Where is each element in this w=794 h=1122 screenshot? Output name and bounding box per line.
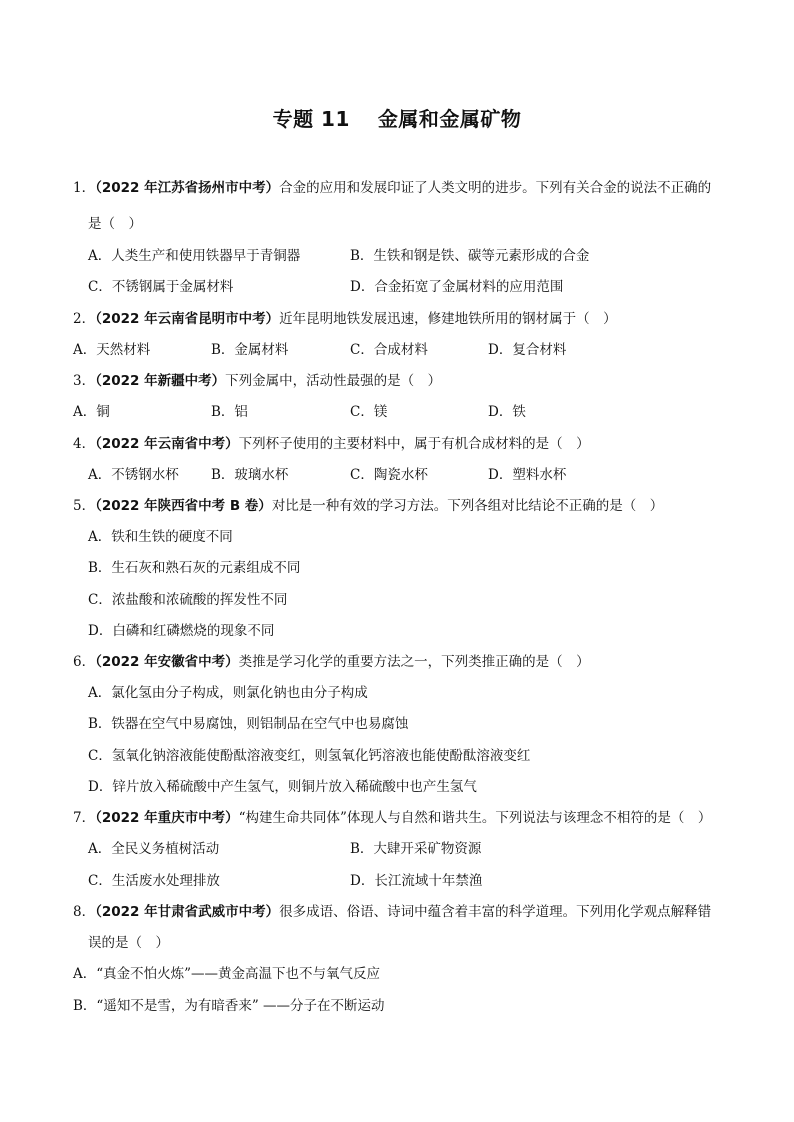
question-2-option-c: C．合成材料 — [350, 342, 428, 358]
question-2-stem: 2．（2022 年云南省昆明市中考）近年昆明地铁发展迅速，修建地铁所用的钢材属于（ ） — [73, 311, 617, 327]
topic-name: 金属和金属矿物 — [377, 107, 522, 131]
question-source: （2022 年重庆市中考） — [95, 810, 239, 826]
question-source: （2022 年云南省中考） — [95, 436, 239, 452]
question-source: （2022 年陕西省中考 B 卷） — [95, 498, 272, 514]
question-source: （2022 年江苏省扬州市中考） — [95, 180, 280, 196]
question-4-option-a: A．不锈钢水杯 — [88, 467, 179, 483]
question-4-option-c: C．陶瓷水杯 — [350, 467, 428, 483]
question-5-option-c: C．浓盐酸和浓硫酸的挥发性不同 — [88, 592, 288, 608]
question-source: （2022 年甘肃省武威市中考） — [95, 904, 280, 920]
question-1-stem-cont: 是（ ） — [88, 216, 142, 232]
question-7-option-b: B．大肆开采矿物资源 — [350, 841, 482, 857]
question-2-option-a: A．天然材料 — [73, 342, 151, 358]
topic-number: 专题 11 — [272, 107, 350, 131]
page-title — [0, 103, 794, 132]
question-4-option-b: B．玻璃水杯 — [211, 467, 289, 483]
question-5-option-a: A．铁和生铁的硬度不同 — [88, 529, 233, 545]
question-source: （2022 年安徽省中考） — [95, 654, 239, 670]
question-1-option-a: A．人类生产和使用铁器早于青铜器 — [88, 248, 301, 264]
question-1-option-b: B．生铁和钢是铁、碳等元素形成的合金 — [350, 248, 590, 264]
question-8-stem-cont: 误的是（ ） — [88, 935, 169, 951]
question-8-option-a: A．“真金不怕火炼”——黄金高温下也不与氧气反应 — [73, 966, 381, 982]
question-source: （2022 年云南省昆明市中考） — [95, 311, 280, 327]
question-7-option-a: A．全民义务植树活动 — [88, 841, 220, 857]
question-8-option-b: B．“遥知不是雪，为有暗香来” ——分子在不断运动 — [73, 998, 385, 1014]
question-3-option-b: B．铝 — [211, 404, 248, 420]
question-6-option-a: A．氯化氢由分子构成，则氯化钠也由分子构成 — [88, 685, 368, 701]
question-8-stem: 8．（2022 年甘肃省武威市中考）很多成语、俗语、诗词中蕴含着丰富的科学道理。下列用化学观点解释错 — [73, 904, 712, 920]
question-7-stem: 7．（2022 年重庆市中考）“构建生命共同体”体现人与自然和谐共生。下列说法与该理念不相符的是（ ） — [73, 810, 712, 826]
question-4-option-d: D．塑料水杯 — [488, 467, 567, 483]
question-5-stem: 5．（2022 年陕西省中考 B 卷）对比是一种有效的学习方法。下列各组对比结论不正确的是（ ） — [73, 498, 664, 514]
question-2-option-d: D．复合材料 — [488, 342, 567, 358]
question-6-stem: 6．（2022 年安徽省中考）类推是学习化学的重要方法之一，下列类推正确的是（ ） — [73, 654, 590, 670]
question-source: （2022 年新疆中考） — [95, 373, 226, 389]
question-1-option-d: D．合金拓宽了金属材料的应用范围 — [350, 279, 564, 295]
question-3-option-c: C．镁 — [350, 404, 388, 420]
question-5-option-b: B．生石灰和熟石灰的元素组成不同 — [88, 560, 301, 576]
question-2-option-b: B．金属材料 — [211, 342, 289, 358]
question-1-option-c: C．不锈钢属于金属材料 — [88, 279, 234, 295]
question-1-stem: 1．（2022 年江苏省扬州市中考）合金的应用和发展印证了人类文明的进步。下列有关合金的说法不正确的 — [73, 180, 712, 196]
question-3-stem: 3．（2022 年新疆中考）下列金属中，活动性最强的是（ ） — [73, 373, 442, 389]
question-4-stem: 4．（2022 年云南省中考）下列杯子使用的主要材料中，属于有机合成材料的是（ ） — [73, 436, 590, 452]
question-7-option-d: D．长江流域十年禁渔 — [350, 873, 483, 889]
question-5-option-d: D．白磷和红磷燃烧的现象不同 — [88, 623, 275, 639]
question-6-option-d: D．锌片放入稀硫酸中产生氢气，则铜片放入稀硫酸中也产生氢气 — [88, 779, 477, 795]
question-7-option-c: C．生活废水处理排放 — [88, 873, 220, 889]
question-6-option-b: B．铁器在空气中易腐蚀，则铝制品在空气中也易腐蚀 — [88, 716, 409, 732]
question-3-option-d: D．铁 — [488, 404, 526, 420]
question-3-option-a: A．铜 — [73, 404, 110, 420]
question-6-option-c: C．氢氧化钠溶液能使酚酞溶液变红，则氢氧化钙溶液也能使酚酞溶液变红 — [88, 748, 531, 764]
